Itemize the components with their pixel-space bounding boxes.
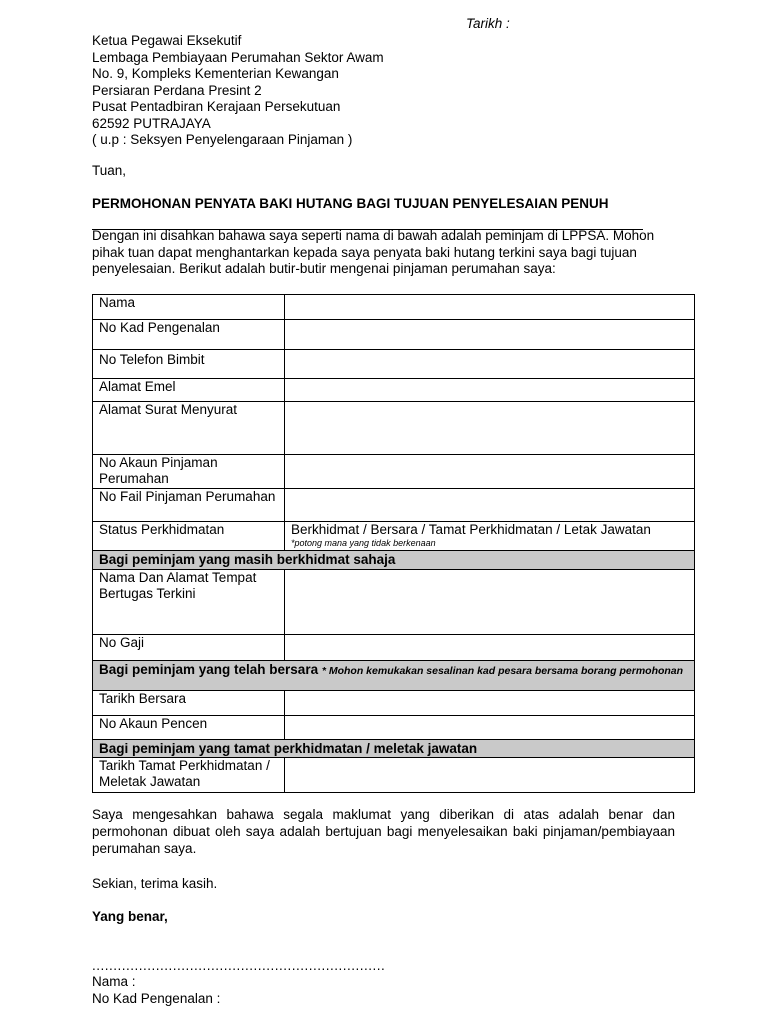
section-berkhidmat-title: Bagi peminjam yang masih berkhidmat sahaja xyxy=(93,551,695,570)
status-note: *potong mana yang tidak berkenaan xyxy=(291,538,436,548)
confirmation-paragraph: Saya mengesahkan bahawa segala maklumat yang diberikan di atas adalah benar dan permohonan dibuat oleh saya adalah bertujuan bagi menyelesaikan baki pinjaman/pembiayaan perumahan saya. xyxy=(92,807,675,856)
field-no-kp[interactable] xyxy=(285,320,695,350)
address-line: Ketua Pegawai Eksekutif xyxy=(92,33,242,48)
label-tempat-bertugas: Nama Dan Alamat Tempat Bertugas Terkini xyxy=(93,570,285,635)
table-row xyxy=(93,758,695,793)
section-header-row xyxy=(93,551,695,570)
label-alamat: Alamat Surat Menyurat xyxy=(93,402,285,455)
intro-paragraph: Dengan ini disahkan bahawa saya seperti nama di bawah adalah peminjam di LPPSA. Mohon pihak tuan dapat menghantarkan kepada saya penyata baki hutang terkini saya bagi tujuan penyelesaian. Berikut adalah butir-butir mengenai pinjaman perumahan saya: xyxy=(92,228,655,276)
table-row xyxy=(93,570,695,635)
table-row xyxy=(93,350,695,379)
address-line: Persiaran Perdana Presint 2 xyxy=(92,82,262,98)
table-row xyxy=(93,295,695,320)
label-emel: Alamat Emel xyxy=(93,379,285,402)
label-no-tel: No Telefon Bimbit xyxy=(93,350,285,379)
field-no-akaun-pinjaman[interactable] xyxy=(285,455,695,489)
field-no-akaun-pencen[interactable] xyxy=(285,716,695,740)
section-bersara xyxy=(93,661,695,691)
field-nama[interactable] xyxy=(285,295,695,320)
address-line: ( u.p : Seksyen Penyelengaraan Pinjaman ) xyxy=(92,132,353,147)
signature-line: ..................................................................... xyxy=(92,958,386,973)
field-no-gaji[interactable] xyxy=(285,635,695,661)
label-no-akaun-pencen: No Akaun Pencen xyxy=(93,716,285,740)
table-row xyxy=(93,455,695,489)
section-header-row xyxy=(93,740,695,758)
table-row xyxy=(93,635,695,661)
section-header-row xyxy=(93,661,695,691)
field-tarikh-tamat[interactable] xyxy=(285,758,695,793)
address-line: 62592 PUTRAJAYA xyxy=(92,115,211,131)
salutation: Tuan, xyxy=(92,163,127,178)
table-row xyxy=(93,716,695,740)
field-tarikh-bersara[interactable] xyxy=(285,691,695,716)
status-options: Berkhidmat / Bersara / Tamat Perkhidmatan / Letak Jawatan xyxy=(291,522,651,537)
label-no-fail-pinjaman: No Fail Pinjaman Perumahan xyxy=(93,489,285,522)
label-no-gaji: No Gaji xyxy=(93,635,285,661)
signature-nama-label: Nama : xyxy=(92,974,136,989)
label-status: Status Perkhidmatan xyxy=(93,522,285,551)
table-row xyxy=(93,489,695,522)
subject-heading: PERMOHONAN PENYATA BAKI HUTANG BAGI TUJUAN PENYELESAIAN PENUH xyxy=(92,196,609,211)
table-row xyxy=(93,379,695,402)
address-line: Pusat Pentadbiran Kerajaan Persekutuan xyxy=(92,99,341,114)
table-row xyxy=(93,402,695,455)
yang-benar: Yang benar, xyxy=(92,909,168,924)
recipient-address xyxy=(92,33,384,149)
section-bersara-title: Bagi peminjam yang telah bersara xyxy=(99,662,319,677)
signature-nokp-label: No Kad Pengenalan : xyxy=(92,991,221,1006)
table-row xyxy=(93,320,695,350)
field-alamat[interactable] xyxy=(285,402,695,455)
section-tamat-title: Bagi peminjam yang tamat perkhidmatan / meletak jawatan xyxy=(93,740,695,758)
loan-details-table xyxy=(92,294,695,793)
field-no-tel[interactable] xyxy=(285,350,695,379)
field-tempat-bertugas[interactable] xyxy=(285,570,695,635)
label-nama: Nama xyxy=(93,295,285,320)
field-emel[interactable] xyxy=(285,379,695,402)
date-label: Tarikh : xyxy=(466,16,510,31)
label-tarikh-tamat: Tarikh Tamat Perkhidmatan / Meletak Jawatan xyxy=(93,758,285,793)
address-line: No. 9, Kompleks Kementerian Kewangan xyxy=(92,66,339,81)
closing-text: Sekian, terima kasih. xyxy=(92,876,218,891)
table-row xyxy=(93,691,695,716)
label-tarikh-bersara: Tarikh Bersara xyxy=(93,691,285,716)
table-row xyxy=(93,522,695,551)
field-status[interactable] xyxy=(285,522,695,551)
address-line: Lembaga Pembiayaan Perumahan Sektor Awam xyxy=(92,49,384,65)
section-bersara-note: * Mohon kemukakan sesalinan kad pesara bersama borang permohonan xyxy=(321,665,684,677)
label-no-kp: No Kad Pengenalan xyxy=(93,320,285,350)
label-no-akaun-pinjaman: No Akaun Pinjaman Perumahan xyxy=(93,455,285,489)
field-no-fail-pinjaman[interactable] xyxy=(285,489,695,522)
